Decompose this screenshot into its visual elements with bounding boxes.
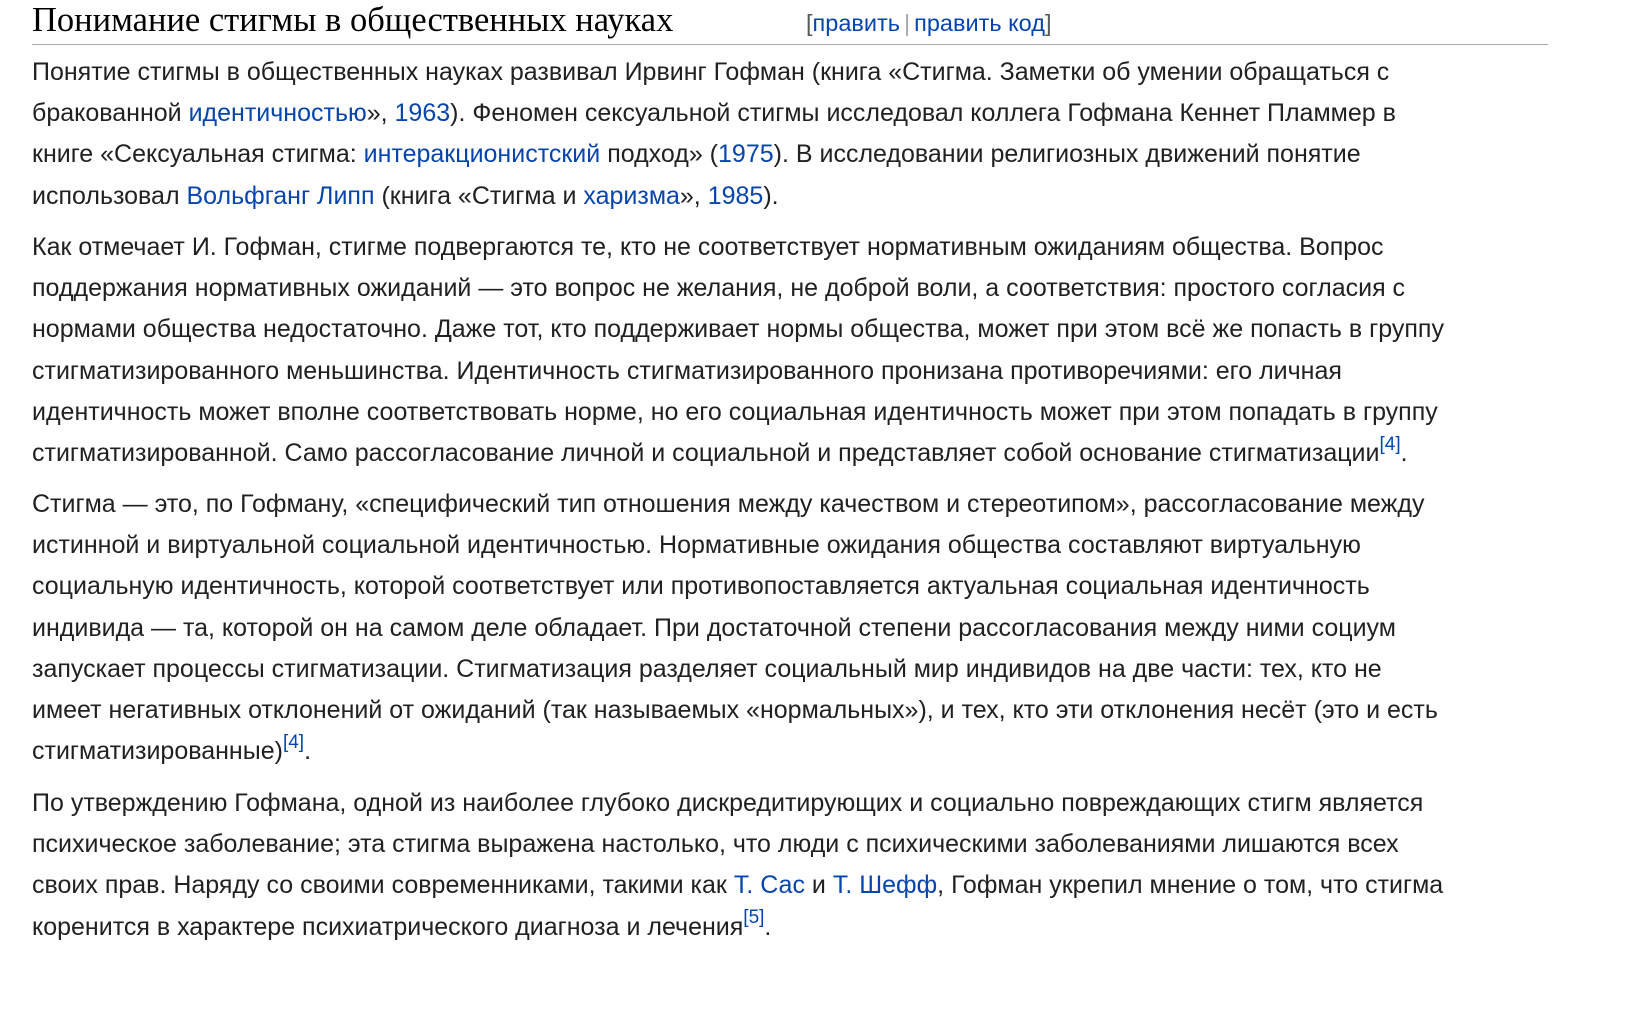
paragraph-line [32,52,1396,93]
edit-open-bracket: [ [806,10,813,36]
paragraph-line [32,176,1396,217]
paragraph-line: Как отмечает И. Гофман, стигме подвергаются те, кто не соответствует нормативным ожиданиям общества. Вопрос [32,233,1384,261]
paragraph-line: запускает процессы стигматизации. Стигматизация разделяет социальный мир индивидов на две части: тех, кто не [32,654,1382,683]
paragraph-3 [32,484,1438,772]
text: Понятие стигмы в общественных науках развивал Ирвинг Гофман (книга «Стигма. Заметки об умении обращаться с [32,58,1390,86]
paragraph-line: психическое заболевание; эта стигма выражена настолько, что люди с психическими заболеваниями лишаются всех [32,830,1399,859]
paragraph-line: По утверждению Гофмана, одной из наиболее глубоко дискредитирующих и социально повреждающих стигм является [32,789,1424,817]
paragraph-line: поддержания нормативных ожиданий — это вопрос не желания, не доброй воли, а соответствия: простого согласия с [32,274,1406,303]
link-year-1975[interactable]: 1975 [718,140,774,169]
edit-link[interactable]: править [812,10,901,36]
paragraph-line [32,93,1396,134]
text: », [366,99,395,128]
paragraph-2 [32,227,1444,474]
link-charisma[interactable]: харизма [583,181,680,210]
paragraph-line: социальную идентичность, которой соответствует или противопоставляется актуальная социальная идентичность [32,572,1370,601]
paragraph-line: имеет негативных отклонений от ожиданий (так называемых «нормальных»), и тех, кто эти отклонения несёт (это и есть [32,695,1438,724]
text: ). Феномен сексуальной стигмы исследовал коллега Гофмана Кеннет Пламмер в [450,99,1396,128]
text: (книга «Стигма и [374,181,584,210]
link-wolfgang-lipp[interactable]: Вольфганг Липп [186,181,375,210]
paragraph-line [32,731,1438,772]
paragraph-line [32,865,1443,906]
text: , Гофман укрепил мнение о том, что стигма [937,871,1444,900]
reference-5[interactable]: [5] [743,907,765,929]
paragraph-line: истинной и виртуальной социальной идентичностью. Нормативные ожидания общества составляют виртуальную [32,531,1361,560]
paragraph-line: стигматизированного меньшинства. Идентичность стигматизированного пронизана противоречиями: его личная [32,356,1342,385]
link-year-1985[interactable]: 1985 [707,181,764,210]
edit-separator: | [904,10,911,36]
reference-4[interactable]: [4] [1379,433,1401,455]
text: стигматизированные) [32,737,283,766]
paragraph-line [32,134,1396,175]
text: коренится в характере психиатрического диагноза и лечения [32,912,744,941]
text: и [804,871,833,900]
edit-source-link[interactable]: править код [914,10,1045,36]
paragraph-line: индивида — та, которой он на самом деле обладает. При достаточной степени рассогласования между ними социум [32,613,1396,642]
paragraph-4 [32,783,1443,948]
paragraph-line [32,433,1444,474]
reference-4[interactable]: [4] [282,731,305,753]
edit-close-bracket: ] [1044,10,1052,36]
paragraph-line: нормами общества недостаточно. Даже тот, кто поддерживает нормы общества, может при этом всё же попасть в группу [32,315,1444,344]
link-year-1963[interactable]: 1963 [394,99,451,128]
paragraph-line: Стигма — это, по Гофману, «специфический тип отношения между качеством и стереотипом», рассогласование между [32,490,1425,518]
text: . [1400,438,1408,467]
text: подход» ( [600,140,719,169]
text: ). В исследовании религиозных движений понятие [773,140,1361,169]
text: ). [763,181,779,210]
text: бракованной [32,99,189,128]
edit-section-links [806,8,1051,38]
text: », [679,181,708,210]
text: использовал [32,181,187,210]
paragraph-line [32,907,1443,948]
text: стигматизированной. Само рассогласование личной и социальной и представляет собой основание стигматизации [32,438,1380,467]
paragraph-1 [32,52,1396,217]
section-title: Понимание стигмы в общественных науках [32,1,674,39]
paragraph-line: идентичность может вполне соответствовать норме, но его социальная идентичность может при этом попадать в группу [32,397,1438,426]
link-interactionist[interactable]: интеракционистский [363,140,601,169]
text: книге «Сексуальная стигма: [32,140,364,169]
link-t-szasz[interactable]: Т. Сас [733,871,805,900]
link-identity[interactable]: идентичностью [188,99,367,128]
article-content [32,0,1548,941]
link-t-scheff[interactable]: Т. Шефф [832,871,938,900]
text: . [764,912,772,941]
section-heading [32,0,1548,45]
text: своих прав. Наряду со своими современниками, такими как [32,871,734,900]
text: . [304,737,312,766]
